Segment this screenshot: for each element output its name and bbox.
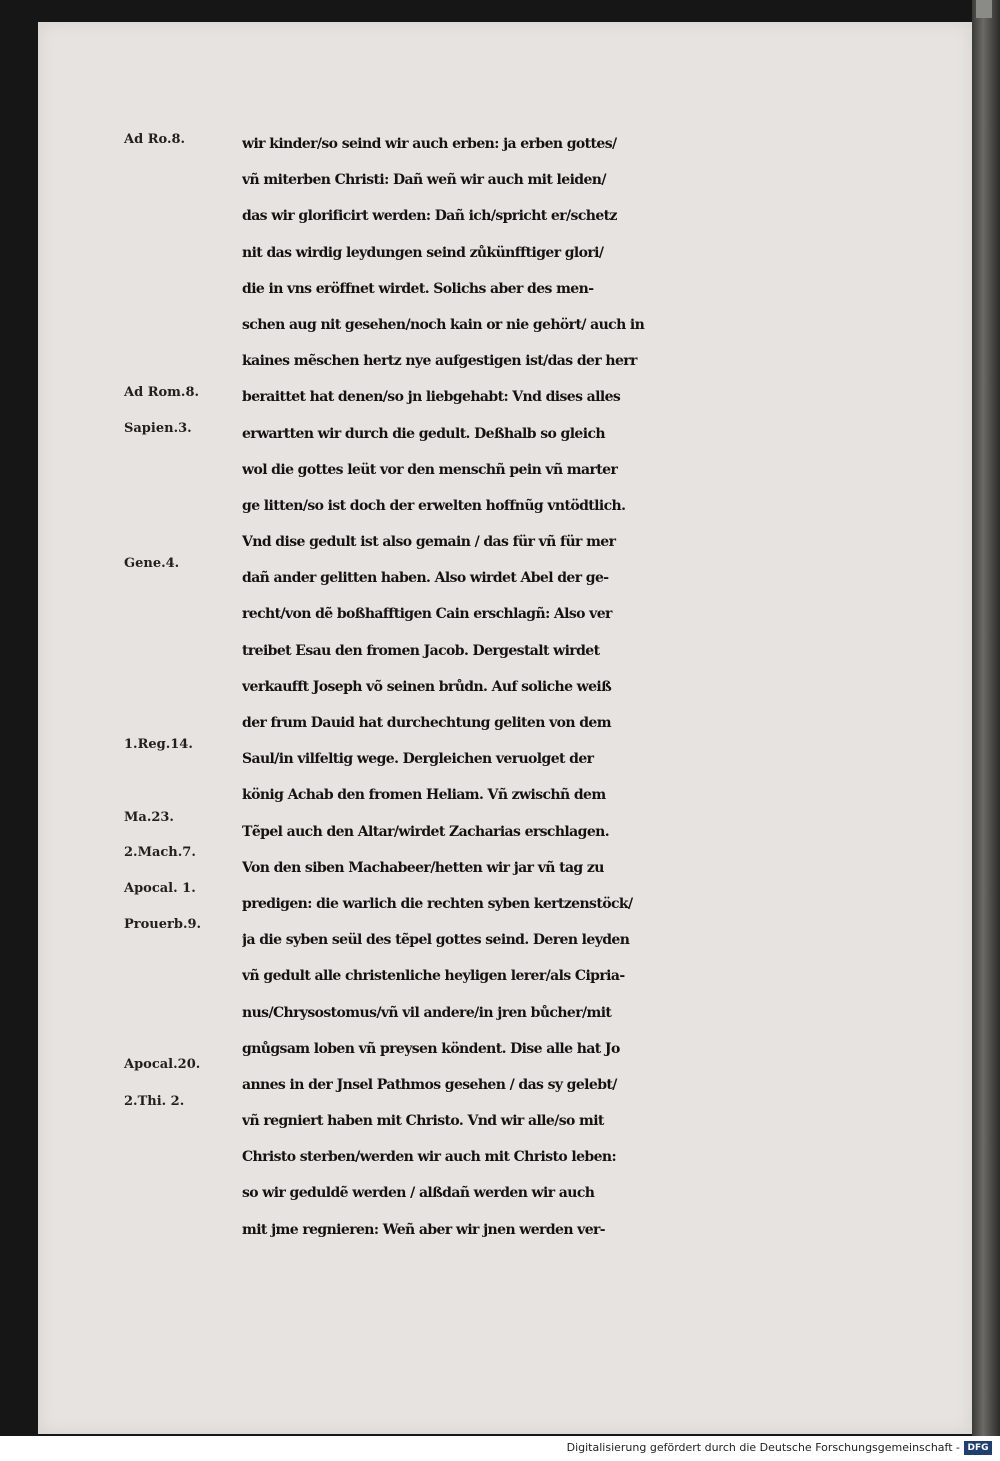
text-line: beraittet hat denen/so jn liebgehabt: Vnd dises alles	[242, 389, 621, 406]
text-line: wol die gottes leüt vor den menschñ pein vñ marter	[242, 461, 618, 478]
text-line: nus/Chrysostomus/vñ vil andere/in jren bůcher/mit	[242, 1004, 612, 1021]
text-line: ge litten/so ist doch der erwelten hoffnũg vntödtlich.	[242, 497, 626, 514]
text-line: Christo sterben/werden wir auch mit Christo leben:	[242, 1149, 617, 1166]
text-line: gnůgsam loben vñ preysen köndent. Dise alle hat Jo	[242, 1040, 620, 1057]
edge-notch	[976, 0, 992, 18]
margin-note: Prouerb.9.	[124, 917, 202, 932]
margin-note: 2.Thi. 2.	[124, 1094, 185, 1109]
text-line: vñ regniert haben mit Christo. Vnd wir alle/so mit	[242, 1113, 604, 1130]
margin-note: 2.Mach.7.	[124, 845, 196, 860]
text-line: schen aug nit gesehen/noch kain or nie gehört/ auch in	[242, 316, 645, 333]
body-text	[242, 126, 932, 1248]
footer-credit: Digitalisierung gefördert durch die Deutsche Forschungsgemeinschaft -	[566, 1441, 960, 1454]
margin-note: Apocal.20.	[124, 1057, 201, 1072]
text-line: Vnd dise gedult ist also gemain / das für vñ für mer	[242, 534, 616, 551]
dfg-logo[interactable]: DFG	[964, 1441, 992, 1455]
text-line: könig Achab den fromen Heliam. Vñ zwischñ dem	[242, 787, 606, 804]
text-line: wir kinder/so seind wir auch erben: ja erben gottes/	[242, 136, 617, 152]
margin-note: Sapien.3.	[124, 421, 192, 436]
text-line: kaines mẽschen hertz nye aufgestigen ist/das der herr	[242, 353, 637, 370]
text-line: vñ gedult alle christenliche heyligen lerer/als Cipria-	[242, 968, 625, 985]
text-line: dañ ander gelitten haben. Also wirdet Abel der ge-	[242, 570, 609, 587]
margin-note: Gene.4.	[124, 556, 180, 571]
margin-note: Ma.23.	[124, 810, 174, 825]
text-line: die in vns eröffnet wirdet. Solichs aber des men-	[242, 280, 594, 297]
margin-note: Apocal. 1.	[124, 881, 196, 896]
footer-bar	[0, 1436, 1000, 1461]
margin-note: 1.Reg.14.	[124, 737, 193, 752]
text-line: mit jme regnieren: Weñ aber wir jnen werden ver-	[242, 1221, 606, 1238]
margin-note: Ad Rom.8.	[124, 385, 200, 400]
text-line: recht/von dẽ boßhafftigen Cain erschlagñ: Also ver	[242, 606, 612, 623]
text-line: predigen: die warlich die rechten syben kertzenstöck/	[242, 895, 633, 912]
text-line: Saul/in vilfeltig wege. Dergleichen veruolget der	[242, 751, 594, 768]
text-line: verkaufft Joseph võ seinen brůdn. Auf soliche weiß	[242, 678, 612, 695]
text-line: so wir geduldẽ werden / alßdañ werden wir auch	[242, 1185, 595, 1202]
text-line: erwartten wir durch die gedult. Deßhalb so gleich	[242, 425, 605, 442]
text-line: das wir glorificirt werden: Dañ ich/spricht er/schetz	[242, 208, 617, 225]
text-line: nit das wirdig leydungen seind zůkünfftiger glori/	[242, 244, 604, 261]
book-edge	[972, 0, 1000, 1436]
margin-note: Ad Ro.8.	[124, 132, 186, 147]
text-line: Tẽpel auch den Altar/wirdet Zacharias erschlagen.	[242, 823, 609, 840]
text-line: annes in der Jnsel Pathmos gesehen / das sy gelebt/	[242, 1076, 617, 1093]
text-line: der frum Dauid hat durchechtung geliten von dem	[242, 715, 611, 731]
text-line: vñ miterben Christi: Dañ weñ wir auch mit leiden/	[242, 172, 606, 189]
text-line: Von den siben Machabeer/hetten wir jar vñ tag zu	[242, 859, 604, 876]
text-line: ja die syben seül des tẽpel gottes seind. Deren leyden	[242, 932, 630, 949]
text-line: treibet Esau den fromen Jacob. Dergestalt wirdet	[242, 642, 600, 659]
